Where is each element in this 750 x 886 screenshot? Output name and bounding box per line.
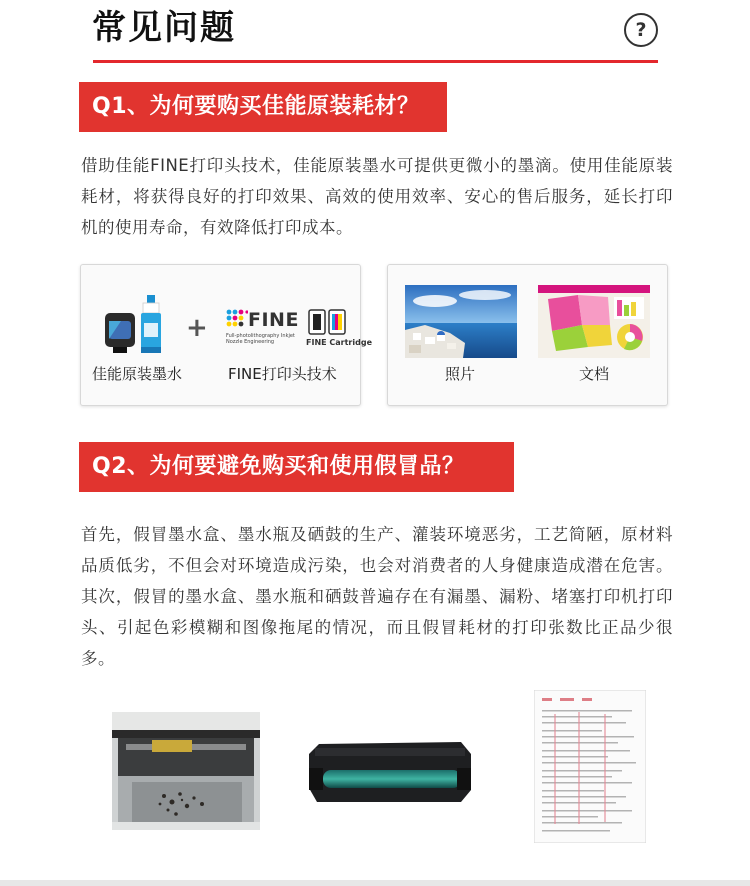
bottom-divider	[0, 880, 750, 886]
fine-cartridge-caption: FINE Cartridge	[306, 338, 372, 347]
fine-dots-icon	[226, 309, 248, 331]
fine-cartridge-icon	[308, 309, 348, 335]
page-title: 常见问题	[92, 8, 236, 48]
feature-caption-document: 文档	[579, 365, 610, 383]
feature-caption-photo: 照片	[445, 365, 476, 383]
q2-heading: Q2、为何要避免购买和使用假冒品？	[79, 442, 514, 492]
dirty-printer-photo	[112, 712, 260, 830]
canon-ink-bottle-and-cartridge-icon	[103, 293, 165, 359]
smudged-document-photo	[534, 690, 646, 843]
photo-sample-santorini	[405, 285, 517, 358]
feature-card-print-samples	[387, 264, 668, 406]
fine-logo-tagline: Full-photolithography Inkjet Nozzle Engineering	[226, 333, 295, 345]
toner-cartridge-photo	[305, 740, 475, 804]
plus-sign: +	[186, 313, 208, 343]
q2-body-text: 首先，假冒墨水盒、墨水瓶及硒鼓的生产、灌装环境恶劣，工艺简陋，原材料品质低劣，不但会对环境造成污染，也会对消费者的人身健康造成潜在危害。其次，假冒的墨水盒、墨水瓶和硒鼓普遍存在有漏墨、漏粉、堵塞打印机打印头、引起色彩模糊和图像拖尾的情况，而且假冒耗材的打印张数比正品少很多。	[81, 525, 673, 668]
q1-heading: Q1、为何要购买佳能原装耗材？	[79, 82, 447, 132]
fine-logo-word: FINE	[248, 309, 299, 331]
fine-logo-icon	[226, 309, 372, 355]
feature-card-ink-fine	[80, 264, 372, 406]
feature-caption-fine: FINE打印头技术	[228, 365, 337, 383]
help-icon[interactable]: ?	[624, 13, 658, 47]
q1-body-text: 借助佳能FINE打印头技术，佳能原装墨水可提供更微小的墨滴。使用佳能原装耗材，将获得良好的打印效果、高效的使用效率、安心的售后服务，延长打印机的使用寿命，有效降低打印成本。	[81, 156, 673, 237]
feature-caption-ink: 佳能原装墨水	[92, 365, 183, 383]
title-divider	[93, 60, 658, 63]
document-sample-charts	[538, 285, 650, 358]
